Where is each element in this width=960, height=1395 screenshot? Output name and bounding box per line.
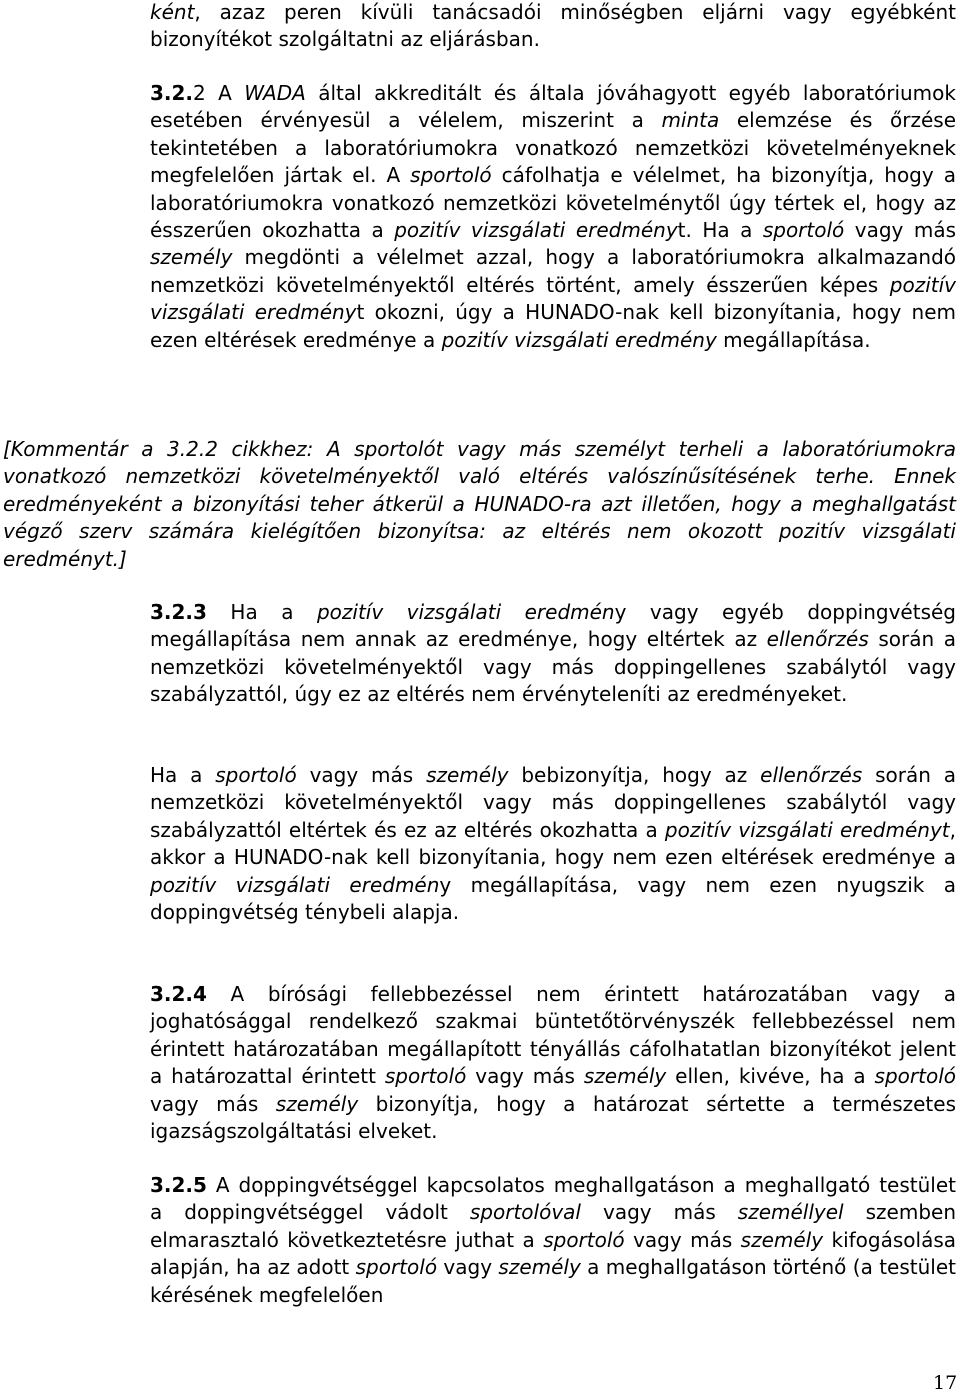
text-fragment: a meghallgatáson történő (a testület kérésének megfelelően — [150, 1255, 956, 1307]
text-fragment: bebizonyítja, hogy az — [508, 763, 761, 787]
text-fragment: által akkreditált és általa jóváhagyott egyéb laboratóriumok esetében érvényesül a vélelem, miszerint a — [150, 81, 956, 133]
text-fragment: pozitív vizsgálati eredmény — [150, 272, 956, 325]
text-fragment: vagy más — [466, 1064, 584, 1089]
section-number: 3.2.4 — [150, 982, 207, 1006]
text-fragment: Ha a — [206, 600, 317, 624]
text-fragment: megállapítása. — [716, 327, 871, 352]
text-fragment: sportolóval — [469, 1200, 581, 1225]
text-fragment: pozitív vizsgálati eredmén — [316, 600, 615, 624]
paragraph-3-2-3 — [150, 599, 956, 709]
text-fragment: személy — [498, 1255, 581, 1280]
text-fragment: elemzése és őrzése tekintetében a laboratóriumokra vonatkozó nemzetközi követelményeknek megfelelően jártak el. A — [150, 108, 956, 188]
text-fragment: sportoló — [543, 1227, 625, 1252]
text-fragment: cáfolhatja e vélelmet, ha bizonyítja, hogy a laboratóriumokra vonatkozó nemzetközi követelménytől úgy tértek el, hogy az ésszerűen okozhatta a — [150, 163, 956, 243]
text-fragment: A — [205, 81, 245, 105]
text-fragment: megdönti a vélelmet azzal, hogy a laboratóriumokra alkalmazandó nemzetközi követelményektől eltérés történt, amely ésszerűen képes — [150, 245, 956, 297]
text-fragment: vagy más — [580, 1200, 738, 1225]
text-fragment: y megállapítása, vagy nem ezen nyugszik a doppingvétség ténybeli alapja. — [150, 872, 956, 925]
text-fragment: ellen, kivéve, ha a — [666, 1064, 875, 1089]
page-number: 17 — [933, 1372, 958, 1394]
text-fragment: t okozni, úgy a HUNADO-nak kell bizonyítania, hogy nem ezen eltérések eredménye a — [150, 300, 956, 352]
text-fragment: személy — [583, 1064, 667, 1089]
text-fragment: minta — [661, 108, 720, 133]
text-fragment: , azaz peren kívüli tanácsadói minőségben eljárni vagy egyébként bizonyítékot szolgáltatni az eljárásban. — [150, 0, 956, 52]
text-fragment: sportoló — [410, 163, 492, 188]
text-fragment: kifogásolása alapján, ha az adott — [150, 1227, 956, 1280]
paragraph-3-2-5 — [150, 1172, 956, 1309]
section-number-suffix: 2 — [193, 81, 206, 105]
text-fragment: Ha a — [150, 763, 216, 787]
text-fragment: pozitív vizsgálati eredmény — [394, 218, 678, 243]
text-fragment: során a nemzetközi követelményektől vagy más doppingellenes szabálytól vagy szabályzattól, úgy ez az eltérés nem érvényteleníti az eredményeket. — [150, 627, 956, 707]
text-fragment: ként — [150, 0, 195, 24]
text-fragment: személy — [275, 1091, 359, 1116]
text-fragment: pozitív vizsgálati eredmén — [150, 872, 440, 897]
commentary-3-2-2: [Kommentár a 3.2.2 cikkhez: A sportolót vagy más személyt terheli a laboratóriumokra vonatkozó nemzetközi követelményektől való eltérés valószínűsítésének terhe. Ennek eredményeként a bizonyítási teher átkerül a HUNADO-ra azt illetően, hogy a meghallgatást végző szerv számára kielégítően bizonyítsa: az eltérés nem okozott pozitív vizsgálati eredményt.] — [3, 437, 956, 571]
paragraph-3-2-3-second — [150, 762, 956, 926]
text-fragment: személy — [150, 245, 233, 270]
paragraph-intro — [150, 0, 956, 54]
section-number: 3.2.5 — [150, 1173, 207, 1197]
text-fragment: vagy — [437, 1255, 499, 1280]
text-fragment: vagy más — [624, 1227, 741, 1252]
text-fragment: ellenőrzés — [760, 763, 863, 787]
section-number: 3.2.3 — [150, 600, 207, 624]
text-fragment: WADA — [244, 81, 306, 105]
text-fragment: személy — [740, 1227, 824, 1252]
text-fragment: ellenőrzés — [766, 627, 869, 652]
text-fragment: y vagy egyéb doppingvétség megállapítása nem annak az eredménye, hogy eltértek az — [150, 600, 956, 652]
text-fragment: sportoló — [384, 1064, 467, 1089]
paragraph-3-2-2 — [150, 80, 956, 354]
text-fragment: személlyel — [737, 1200, 844, 1225]
text-fragment: , akkor a HUNADO-nak kell bizonyítania, hogy nem ezen eltérések eredménye a — [150, 817, 956, 870]
text-fragment: bizonyítja, hogy a határozat sértette a természetes igazságszolgáltatási elveket. — [150, 1091, 957, 1144]
text-fragment: személy — [426, 763, 509, 787]
text-fragment: pozitív vizsgálati eredmény — [441, 327, 717, 352]
section-number: 3.2. — [150, 81, 194, 105]
text-fragment: vagy más — [844, 218, 956, 243]
text-fragment: pozitív vizsgálati eredményt — [664, 817, 950, 842]
text-fragment: vagy más — [296, 763, 427, 787]
text-fragment: sportoló — [874, 1064, 956, 1089]
text-fragment: szemben elmarasztaló következtetésre juthat a — [150, 1200, 956, 1252]
text-fragment: t. Ha a — [677, 218, 763, 243]
text-fragment: során a nemzetközi követelményektől vagy más doppingellenes szabálytól vagy szabályzattól eltértek és ez az eltérés okozhatta a — [150, 763, 957, 842]
text-fragment: sportoló — [215, 763, 297, 787]
text-fragment: vagy más — [150, 1091, 276, 1116]
text-fragment: sportoló — [355, 1255, 438, 1280]
text-fragment: A bírósági fellebbezéssel nem érintett határozatában vagy a joghatósággal rendelkező szakmai büntetőtörvényszék fellebbezéssel nem érintett határozatában megállapított tényállás cáfolhatatlan bizonyítékot jelent a határozattal érintett — [150, 982, 956, 1089]
text-fragment: A doppingvétséggel kapcsolatos meghallgatáson a meghallgató testület a doppingvétséggel vádolt — [150, 1173, 956, 1225]
paragraph-3-2-4 — [150, 981, 956, 1145]
text-fragment: sportoló — [762, 218, 845, 243]
